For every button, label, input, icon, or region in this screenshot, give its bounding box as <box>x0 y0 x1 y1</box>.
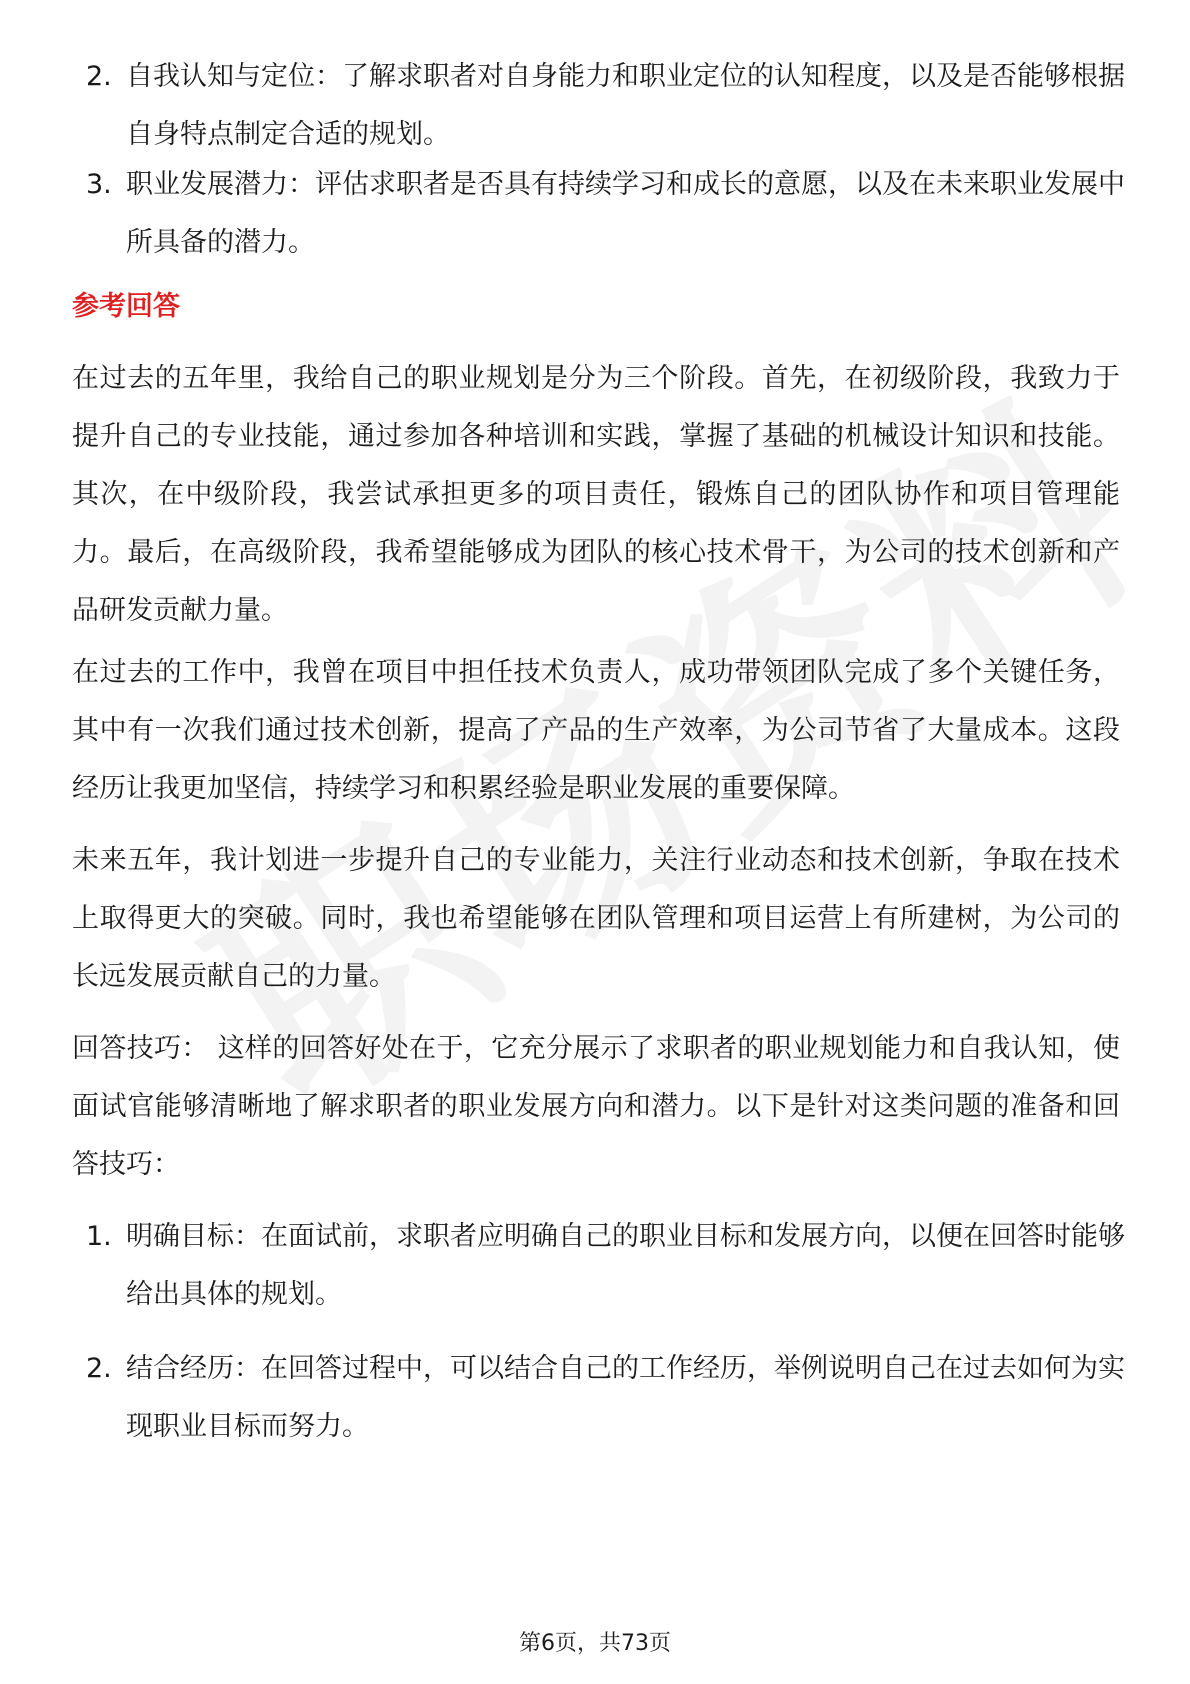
list-text: 明确目标：在面试前，求职者应明确自己的职业目标和发展方向，以便在回答时能够给出具体的规划。 <box>126 1221 1125 1310</box>
paragraph: 回答技巧： 这样的回答好处在于，它充分展示了求职者的职业规划能力和自我认知，使面试官能够清晰地了解求职者的职业发展方向和潜力。以下是针对这类问题的准备和回答技巧： <box>72 1033 1120 1180</box>
list-number: 3. <box>86 169 112 200</box>
list-number: 1. <box>86 1221 112 1252</box>
list-number: 2. <box>86 1353 112 1384</box>
section-heading: 参考回答 <box>72 291 180 322</box>
list-text: 职业发展潜力：评估求职者是否具有持续学习和成长的意愿，以及在未来职业发展中所具备的潜力。 <box>126 169 1125 258</box>
paragraph: 在过去的五年里，我给自己的职业规划是分为三个阶段。首先，在初级阶段，我致力于提升自己的专业技能，通过参加各种培训和实践，掌握了基础的机械设计知识和技能。其次，在中级阶段，我尝试承担更多的项目责任，锻炼自己的团队协作和项目管理能力。最后，在高级阶段，我希望能够成为团队的核心技术骨干，为公司的技术创新和产品研发贡献力量。 <box>72 363 1120 626</box>
page-number-footer: 第6页，共73页 <box>519 1631 671 1656</box>
list-text: 自我认知与定位：了解求职者对自身能力和职业定位的认知程度，以及是否能够根据自身特点制定合适的规划。 <box>126 61 1125 150</box>
list-number: 2. <box>86 61 112 92</box>
list-text: 结合经历：在回答过程中，可以结合自己的工作经历，举例说明自己在过去如何为实现职业目标而努力。 <box>126 1353 1125 1442</box>
paragraph: 在过去的工作中，我曾在项目中担任技术负责人，成功带领团队完成了多个关键任务，其中有一次我们通过技术创新，提高了产品的生产效率，为公司节省了大量成本。这段经历让我更加坚信，持续学习和积累经验是职业发展的重要保障。 <box>72 657 1120 804</box>
paragraph: 未来五年，我计划进一步提升自己的专业能力，关注行业动态和技术创新，争取在技术上取得更大的突破。同时，我也希望能够在团队管理和项目运营上有所建树，为公司的长远发展贡献自己的力量。 <box>72 845 1120 992</box>
